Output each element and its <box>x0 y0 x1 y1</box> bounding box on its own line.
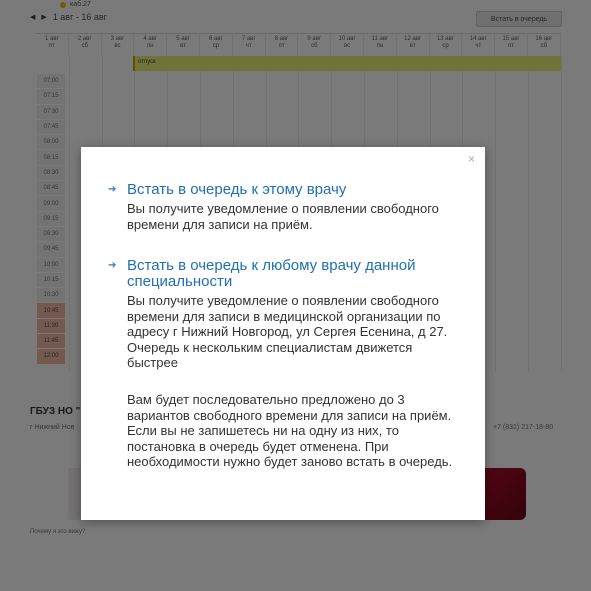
arrow-right-icon: ➔ <box>108 260 117 271</box>
queue-any-doctor-link[interactable]: Встать в очередь к любому врачу данной специальности <box>127 257 416 290</box>
arrow-right-icon: ➔ <box>108 184 117 195</box>
queue-modal <box>81 147 485 520</box>
queue-option-this-doctor <box>108 182 463 232</box>
queue-any-doctor-description: Вы получите уведомление о появлении свободного времени для записи в медицинской организации по адресу г Нижний Новгород, ул Сергея Есенина, д 27. Очередь к нескольким специалистам движется быстрее <box>127 293 448 370</box>
close-icon[interactable]: × <box>467 152 475 166</box>
queue-this-doctor-link[interactable]: Встать в очередь к этому врачу <box>127 181 347 198</box>
queue-note: Вам будет последовательно предложено до 3 вариантов свободного времени для записи на приём. Если вы не запишетесь ни на одну из них, то постановка в очередь будет отменена. При необходимости нужно будет заново встать в очередь. <box>127 392 453 469</box>
queue-this-doctor-description: Вы получите уведомление о появлении свободного времени для записи на приём. <box>127 201 439 232</box>
queue-option-any-doctor <box>108 258 463 371</box>
